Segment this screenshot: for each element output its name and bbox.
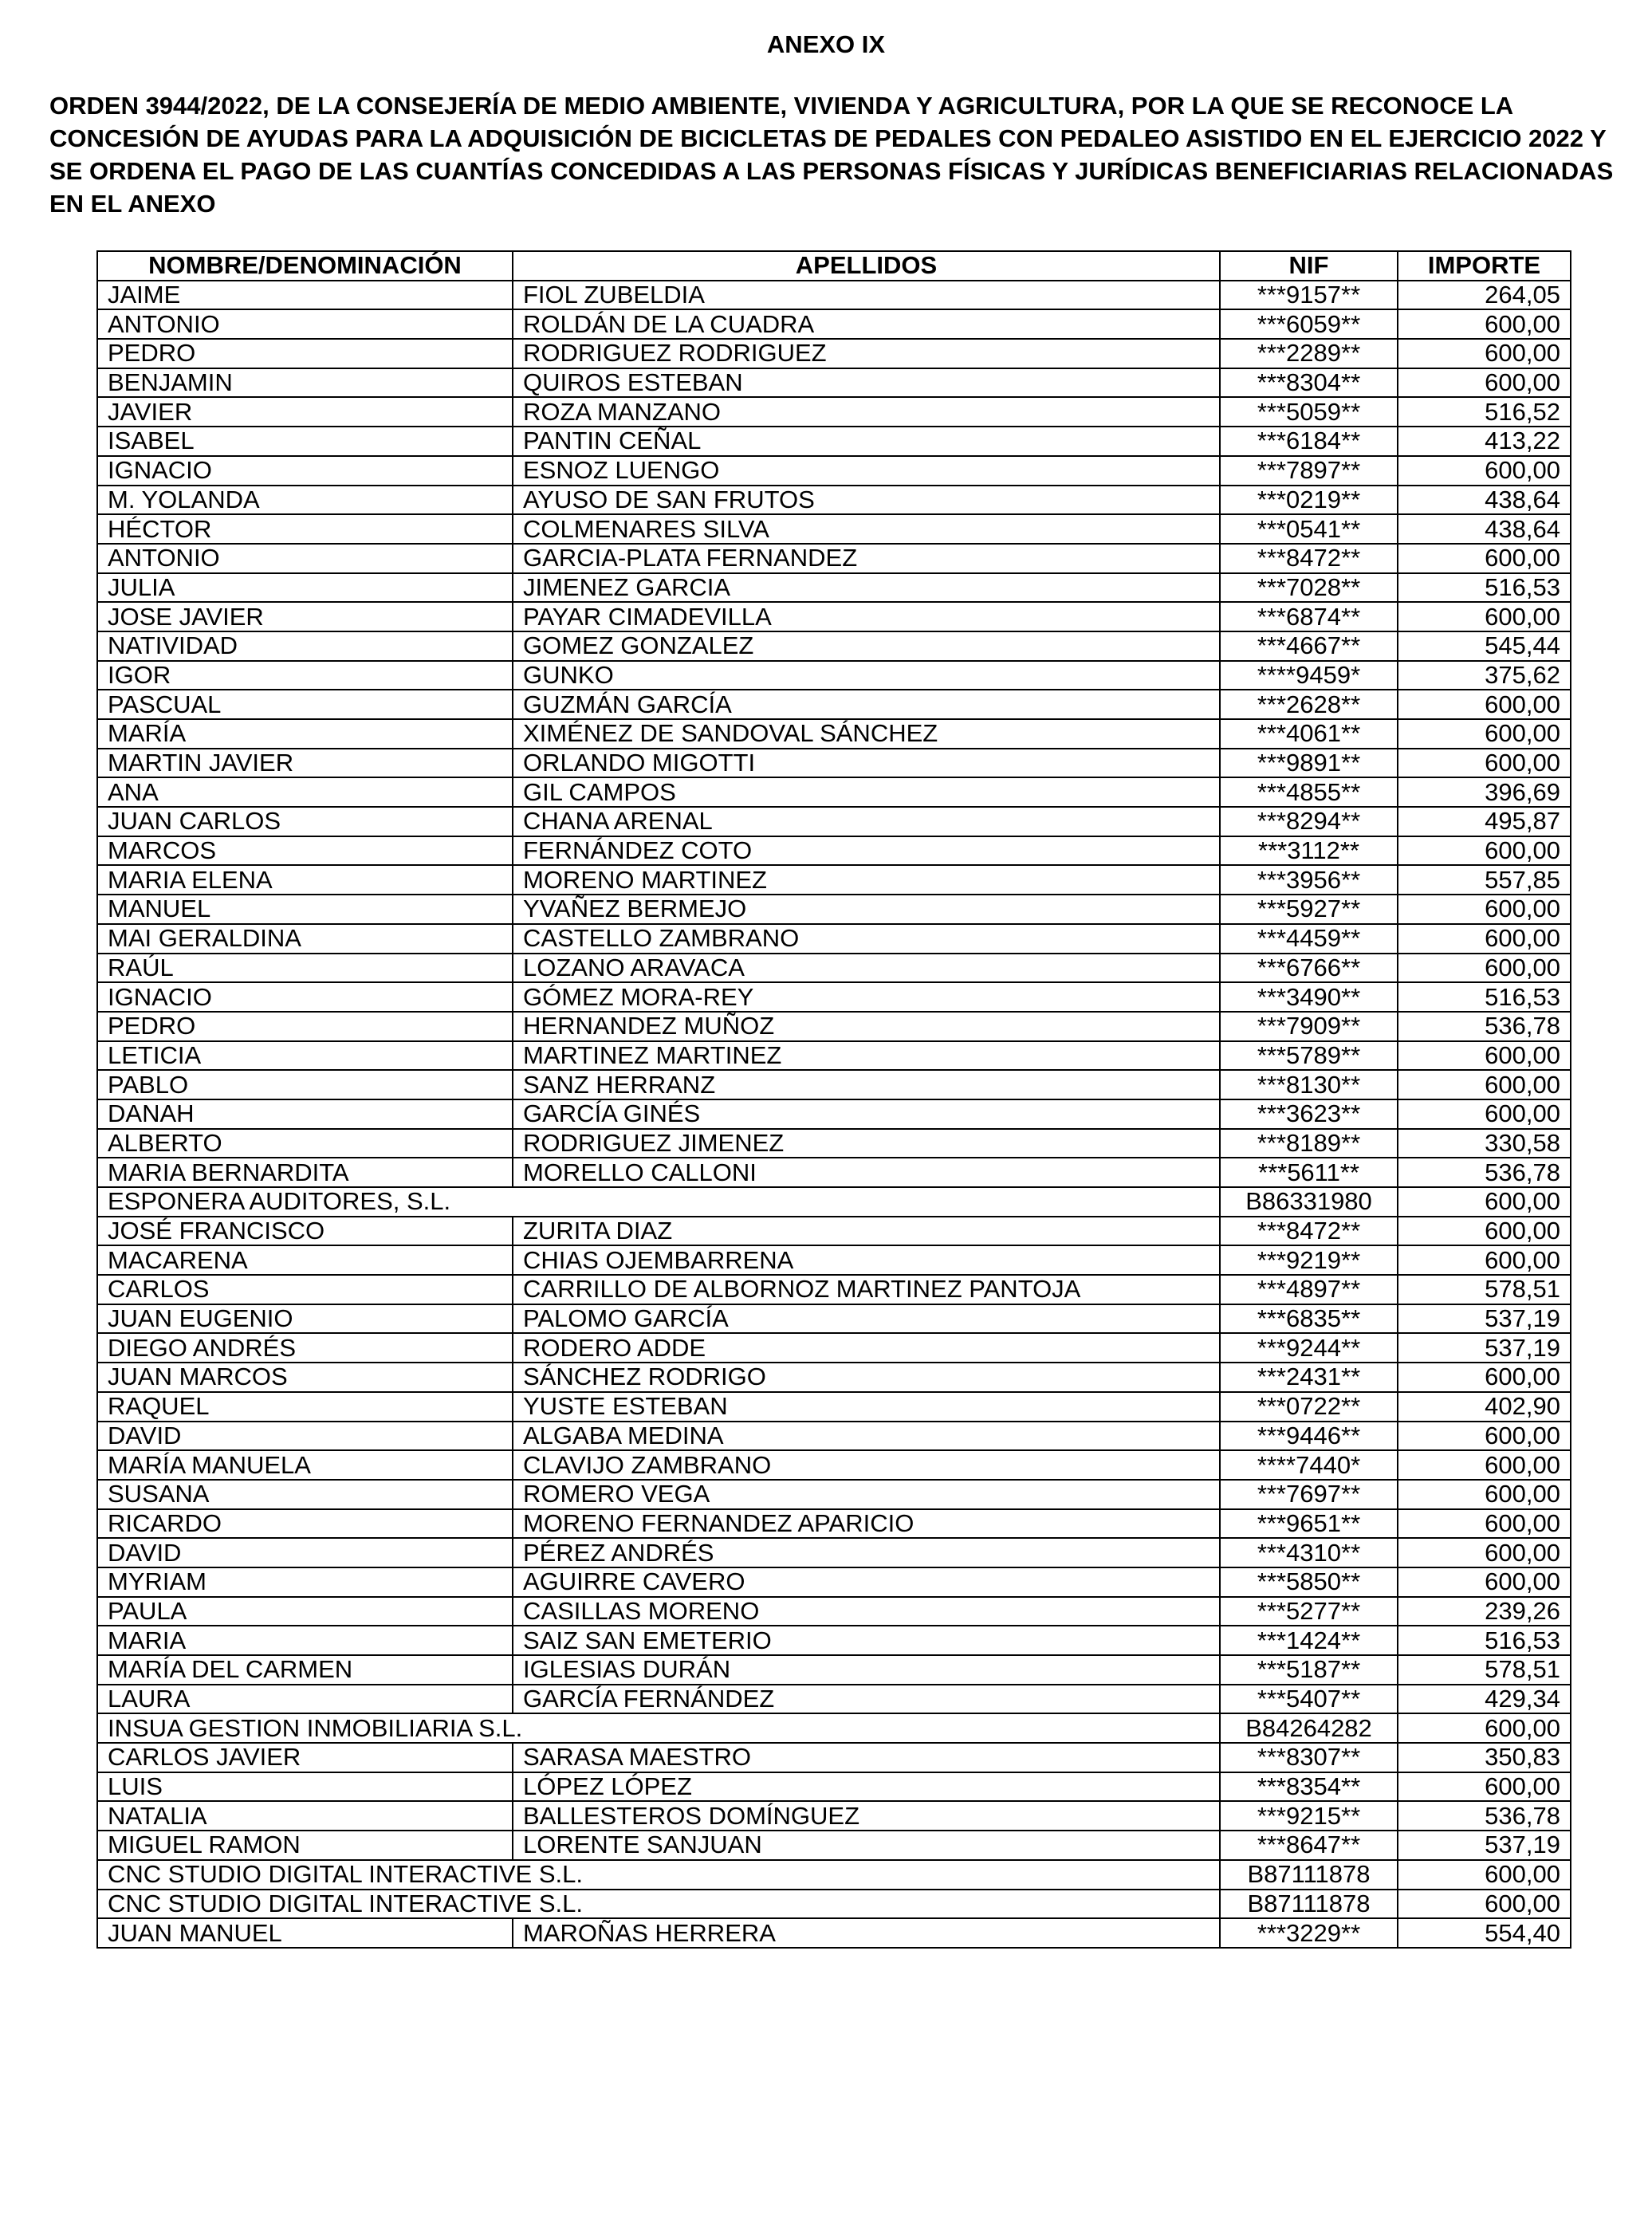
cell-nif: ***8307**: [1220, 1743, 1398, 1772]
cell-apellidos: GARCÍA GINÉS: [513, 1099, 1220, 1129]
cell-nombre: MARÍA MANUELA: [97, 1450, 513, 1480]
cell-nif: ***3229**: [1220, 1918, 1398, 1948]
cell-importe: 516,53: [1398, 573, 1571, 603]
cell-apellidos: MAROÑAS HERRERA: [513, 1918, 1220, 1948]
cell-nombre: MARÍA DEL CARMEN: [97, 1655, 513, 1685]
cell-apellidos: RODRIGUEZ RODRIGUEZ: [513, 339, 1220, 368]
cell-nif: ***5187**: [1220, 1655, 1398, 1685]
cell-nif: ***5277**: [1220, 1597, 1398, 1626]
cell-importe: 350,83: [1398, 1743, 1571, 1772]
cell-nif: ***0722**: [1220, 1392, 1398, 1422]
table-row: [97, 1275, 1571, 1304]
cell-importe: 557,85: [1398, 865, 1571, 895]
cell-nif: ***8304**: [1220, 368, 1398, 398]
cell-nif: ***7909**: [1220, 1012, 1398, 1041]
cell-nif: ***1424**: [1220, 1626, 1398, 1655]
cell-nif: ***8647**: [1220, 1831, 1398, 1860]
cell-importe: 495,87: [1398, 807, 1571, 836]
cell-nombre: ISABEL: [97, 427, 513, 456]
table-row: [97, 1333, 1571, 1363]
cell-importe: 536,78: [1398, 1158, 1571, 1187]
table-row: [97, 309, 1571, 339]
cell-nif: ***4897**: [1220, 1275, 1398, 1304]
cell-nif: ***7897**: [1220, 456, 1398, 486]
cell-nombre: BENJAMIN: [97, 368, 513, 398]
cell-nif: ***6766**: [1220, 954, 1398, 983]
cell-apellidos: GUZMÁN GARCÍA: [513, 690, 1220, 719]
cell-nif: ***3956**: [1220, 865, 1398, 895]
cell-nombre: HÉCTOR: [97, 514, 513, 544]
table-row: [97, 661, 1571, 690]
cell-apellidos: GARCÍA FERNÁNDEZ: [513, 1685, 1220, 1714]
cell-nombre: LUIS: [97, 1772, 513, 1802]
cell-apellidos: MORENO FERNANDEZ APARICIO: [513, 1509, 1220, 1539]
cell-nif: ***8354**: [1220, 1772, 1398, 1802]
cell-nombre: LETICIA: [97, 1041, 513, 1071]
table-row: [97, 777, 1571, 807]
cell-nif: ***4310**: [1220, 1538, 1398, 1567]
table-row: [97, 573, 1571, 603]
cell-nif: ***4061**: [1220, 719, 1398, 749]
cell-importe: 600,00: [1398, 1041, 1571, 1071]
cell-importe: 600,00: [1398, 1713, 1571, 1743]
table-row: [97, 397, 1571, 427]
table-row: [97, 544, 1571, 573]
cell-nif: ***6874**: [1220, 602, 1398, 631]
cell-apellidos: YUSTE ESTEBAN: [513, 1392, 1220, 1422]
cell-apellidos: ALGABA MEDINA: [513, 1422, 1220, 1451]
cell-nif: ***4667**: [1220, 631, 1398, 661]
cell-nif: ***9157**: [1220, 281, 1398, 310]
cell-nombre: JUAN EUGENIO: [97, 1304, 513, 1334]
cell-importe: 600,00: [1398, 1245, 1571, 1275]
table-row: [97, 1685, 1571, 1714]
cell-apellidos: CLAVIJO ZAMBRANO: [513, 1450, 1220, 1480]
table-row: [97, 631, 1571, 661]
table-row: [97, 1217, 1571, 1246]
cell-apellidos: SARASA MAESTRO: [513, 1743, 1220, 1772]
cell-nif: ***2628**: [1220, 690, 1398, 719]
cell-importe: 600,00: [1398, 924, 1571, 954]
cell-importe: 600,00: [1398, 544, 1571, 573]
cell-importe: 536,78: [1398, 1012, 1571, 1041]
cell-nombre: ANTONIO: [97, 544, 513, 573]
cell-nif: ***5927**: [1220, 895, 1398, 924]
header-nombre: NOMBRE/DENOMINACIÓN: [97, 251, 513, 281]
cell-nombre: MACARENA: [97, 1245, 513, 1275]
cell-nombre: MANUEL: [97, 895, 513, 924]
cell-nombre: JULIA: [97, 573, 513, 603]
table-row: [97, 514, 1571, 544]
table-row: [97, 1187, 1571, 1217]
cell-importe: 600,00: [1398, 1070, 1571, 1099]
cell-apellidos: RODRIGUEZ JIMENEZ: [513, 1129, 1220, 1158]
cell-nombre: JOSÉ FRANCISCO: [97, 1217, 513, 1246]
cell-importe: 600,00: [1398, 749, 1571, 778]
cell-nif: ***5850**: [1220, 1567, 1398, 1597]
table-row: [97, 719, 1571, 749]
table-row: [97, 1626, 1571, 1655]
cell-importe: 438,64: [1398, 514, 1571, 544]
cell-apellidos: LORENTE SANJUAN: [513, 1831, 1220, 1860]
cell-apellidos: FERNÁNDEZ COTO: [513, 836, 1220, 866]
table-row: [97, 339, 1571, 368]
cell-importe: 402,90: [1398, 1392, 1571, 1422]
cell-nombre: PABLO: [97, 1070, 513, 1099]
cell-importe: 600,00: [1398, 1538, 1571, 1567]
cell-importe: 396,69: [1398, 777, 1571, 807]
cell-nombre: RAÚL: [97, 954, 513, 983]
table-row: [97, 1129, 1571, 1158]
cell-importe: 600,00: [1398, 1363, 1571, 1392]
cell-nombre: PAULA: [97, 1597, 513, 1626]
cell-importe: 600,00: [1398, 690, 1571, 719]
cell-importe: 578,51: [1398, 1275, 1571, 1304]
cell-nombre: MIGUEL RAMON: [97, 1831, 513, 1860]
cell-nombre: SUSANA: [97, 1480, 513, 1509]
cell-nif: ***8294**: [1220, 807, 1398, 836]
cell-nombre: INSUA GESTION INMOBILIARIA S.L.: [97, 1713, 1220, 1743]
table-row: [97, 1743, 1571, 1772]
cell-importe: 600,00: [1398, 1217, 1571, 1246]
cell-nombre: DAVID: [97, 1422, 513, 1451]
cell-nif: ***0219**: [1220, 486, 1398, 515]
cell-nif: ***5789**: [1220, 1041, 1398, 1071]
table-row: [97, 1918, 1571, 1948]
cell-nombre: CARLOS: [97, 1275, 513, 1304]
cell-importe: 600,00: [1398, 1890, 1571, 1919]
cell-nombre: LAURA: [97, 1685, 513, 1714]
cell-apellidos: AYUSO DE SAN FRUTOS: [513, 486, 1220, 515]
cell-importe: 554,40: [1398, 1918, 1571, 1948]
cell-nif: B87111878: [1220, 1890, 1398, 1919]
cell-importe: 516,52: [1398, 397, 1571, 427]
cell-nombre: MARIA: [97, 1626, 513, 1655]
table-row: [97, 1655, 1571, 1685]
table-row: [97, 456, 1571, 486]
cell-nif: ***9446**: [1220, 1422, 1398, 1451]
cell-importe: 600,00: [1398, 1509, 1571, 1539]
cell-nif: ***7697**: [1220, 1480, 1398, 1509]
table-row: [97, 1070, 1571, 1099]
cell-importe: 600,00: [1398, 1187, 1571, 1217]
cell-nif: B84264282: [1220, 1713, 1398, 1743]
table-row: [97, 1480, 1571, 1509]
cell-nif: ***9651**: [1220, 1509, 1398, 1539]
cell-nombre: RICARDO: [97, 1509, 513, 1539]
table-row: [97, 982, 1571, 1012]
cell-apellidos: ESNOZ LUENGO: [513, 456, 1220, 486]
cell-nif: ***5059**: [1220, 397, 1398, 427]
cell-nombre: JOSE JAVIER: [97, 602, 513, 631]
table-row: [97, 281, 1571, 310]
cell-apellidos: HERNANDEZ MUÑOZ: [513, 1012, 1220, 1041]
annex-title: ANEXO IX: [766, 30, 886, 58]
cell-nombre: IGNACIO: [97, 456, 513, 486]
table-row: [97, 1392, 1571, 1422]
cell-importe: 600,00: [1398, 1480, 1571, 1509]
cell-importe: 537,19: [1398, 1333, 1571, 1363]
table-row: [97, 690, 1571, 719]
cell-importe: 438,64: [1398, 486, 1571, 515]
cell-apellidos: FIOL ZUBELDIA: [513, 281, 1220, 310]
cell-importe: 375,62: [1398, 661, 1571, 690]
cell-apellidos: CASILLAS MORENO: [513, 1597, 1220, 1626]
cell-nombre: MAI GERALDINA: [97, 924, 513, 954]
cell-nombre: DAVID: [97, 1538, 513, 1567]
cell-nif: ***6059**: [1220, 309, 1398, 339]
table-row: [97, 895, 1571, 924]
cell-nombre: CNC STUDIO DIGITAL INTERACTIVE S.L.: [97, 1860, 1220, 1890]
cell-nif: ***9215**: [1220, 1801, 1398, 1831]
table-row: [97, 1363, 1571, 1392]
cell-nif: B87111878: [1220, 1860, 1398, 1890]
cell-apellidos: SAIZ SAN EMETERIO: [513, 1626, 1220, 1655]
cell-nombre: ESPONERA AUDITORES, S.L.: [97, 1187, 1220, 1217]
table-row: [97, 1567, 1571, 1597]
cell-nif: ***8130**: [1220, 1070, 1398, 1099]
cell-apellidos: LÓPEZ LÓPEZ: [513, 1772, 1220, 1802]
table-row: [97, 865, 1571, 895]
header-nif: NIF: [1220, 251, 1398, 281]
cell-nif: ***2431**: [1220, 1363, 1398, 1392]
cell-importe: 600,00: [1398, 836, 1571, 866]
cell-nif: ***4459**: [1220, 924, 1398, 954]
cell-apellidos: ROMERO VEGA: [513, 1480, 1220, 1509]
table-row: [97, 368, 1571, 398]
cell-apellidos: MARTINEZ MARTINEZ: [513, 1041, 1220, 1071]
cell-nombre: MYRIAM: [97, 1567, 513, 1597]
table-row: [97, 1538, 1571, 1567]
cell-apellidos: SANZ HERRANZ: [513, 1070, 1220, 1099]
cell-importe: 537,19: [1398, 1831, 1571, 1860]
cell-importe: 578,51: [1398, 1655, 1571, 1685]
cell-importe: 600,00: [1398, 456, 1571, 486]
table-body: [97, 281, 1571, 1948]
cell-apellidos: JIMENEZ GARCIA: [513, 573, 1220, 603]
cell-apellidos: GIL CAMPOS: [513, 777, 1220, 807]
cell-nombre: ANTONIO: [97, 309, 513, 339]
cell-nombre: MARIA BERNARDITA: [97, 1158, 513, 1187]
cell-importe: 600,00: [1398, 309, 1571, 339]
cell-nif: ***7028**: [1220, 573, 1398, 603]
cell-apellidos: SÁNCHEZ RODRIGO: [513, 1363, 1220, 1392]
table-row: [97, 1509, 1571, 1539]
cell-nombre: MARIA ELENA: [97, 865, 513, 895]
table-row: [97, 807, 1571, 836]
table-row: [97, 1801, 1571, 1831]
cell-apellidos: AGUIRRE CAVERO: [513, 1567, 1220, 1597]
table-row: [97, 924, 1571, 954]
cell-nombre: PEDRO: [97, 339, 513, 368]
cell-apellidos: GUNKO: [513, 661, 1220, 690]
cell-nif: ***8472**: [1220, 1217, 1398, 1246]
cell-apellidos: ROZA MANZANO: [513, 397, 1220, 427]
table-row: [97, 427, 1571, 456]
table-row: [97, 1860, 1571, 1890]
cell-apellidos: GOMEZ GONZALEZ: [513, 631, 1220, 661]
cell-nombre: PEDRO: [97, 1012, 513, 1041]
cell-nombre: ANA: [97, 777, 513, 807]
table-row: [97, 486, 1571, 515]
cell-nombre: PASCUAL: [97, 690, 513, 719]
cell-importe: 330,58: [1398, 1129, 1571, 1158]
cell-apellidos: CARRILLO DE ALBORNOZ MARTINEZ PANTOJA: [513, 1275, 1220, 1304]
cell-apellidos: GARCIA-PLATA FERNANDEZ: [513, 544, 1220, 573]
cell-importe: 536,78: [1398, 1801, 1571, 1831]
cell-apellidos: CASTELLO ZAMBRANO: [513, 924, 1220, 954]
table-row: [97, 1450, 1571, 1480]
cell-nif: ***3112**: [1220, 836, 1398, 866]
cell-apellidos: PAYAR CIMADEVILLA: [513, 602, 1220, 631]
cell-nombre: JUAN CARLOS: [97, 807, 513, 836]
cell-importe: 600,00: [1398, 719, 1571, 749]
table-row: [97, 1597, 1571, 1626]
table-row: [97, 1831, 1571, 1860]
table-row: [97, 1304, 1571, 1334]
cell-nif: B86331980: [1220, 1187, 1398, 1217]
cell-apellidos: ROLDÁN DE LA CUADRA: [513, 309, 1220, 339]
header-row: [97, 251, 1571, 281]
cell-nombre: DANAH: [97, 1099, 513, 1129]
cell-importe: 600,00: [1398, 1099, 1571, 1129]
cell-nif: ****9459*: [1220, 661, 1398, 690]
cell-apellidos: MORENO MARTINEZ: [513, 865, 1220, 895]
cell-apellidos: PALOMO GARCÍA: [513, 1304, 1220, 1334]
cell-importe: 516,53: [1398, 1626, 1571, 1655]
cell-apellidos: PÉREZ ANDRÉS: [513, 1538, 1220, 1567]
cell-nombre: NATALIA: [97, 1801, 513, 1831]
cell-nombre: JAIME: [97, 281, 513, 310]
cell-nif: ***5611**: [1220, 1158, 1398, 1187]
cell-apellidos: LOZANO ARAVACA: [513, 954, 1220, 983]
cell-nif: ***2289**: [1220, 339, 1398, 368]
table-row: [97, 1772, 1571, 1802]
cell-apellidos: RODERO ADDE: [513, 1333, 1220, 1363]
cell-nombre: DIEGO ANDRÉS: [97, 1333, 513, 1363]
cell-nombre: JAVIER: [97, 397, 513, 427]
cell-importe: 239,26: [1398, 1597, 1571, 1626]
cell-nif: ***9891**: [1220, 749, 1398, 778]
cell-nombre: MARCOS: [97, 836, 513, 866]
cell-importe: 600,00: [1398, 602, 1571, 631]
cell-nombre: ALBERTO: [97, 1129, 513, 1158]
cell-nif: ***5407**: [1220, 1685, 1398, 1714]
table-row: [97, 1713, 1571, 1743]
table-row: [97, 1041, 1571, 1071]
cell-nif: ***6835**: [1220, 1304, 1398, 1334]
cell-apellidos: BALLESTEROS DOMÍNGUEZ: [513, 1801, 1220, 1831]
cell-nif: ***6184**: [1220, 427, 1398, 456]
cell-nombre: MARÍA: [97, 719, 513, 749]
cell-nif: ***3490**: [1220, 982, 1398, 1012]
cell-nif: ***0541**: [1220, 514, 1398, 544]
cell-apellidos: CHIAS OJEMBARRENA: [513, 1245, 1220, 1275]
cell-nif: ***8472**: [1220, 544, 1398, 573]
cell-importe: 264,05: [1398, 281, 1571, 310]
cell-apellidos: XIMÉNEZ DE SANDOVAL SÁNCHEZ: [513, 719, 1220, 749]
cell-apellidos: QUIROS ESTEBAN: [513, 368, 1220, 398]
cell-nombre: MARTIN JAVIER: [97, 749, 513, 778]
cell-importe: 600,00: [1398, 339, 1571, 368]
cell-nombre: JUAN MANUEL: [97, 1918, 513, 1948]
table-row: [97, 836, 1571, 866]
cell-apellidos: ZURITA DIAZ: [513, 1217, 1220, 1246]
cell-nif: ***8189**: [1220, 1129, 1398, 1158]
cell-nif: ***3623**: [1220, 1099, 1398, 1129]
cell-importe: 516,53: [1398, 982, 1571, 1012]
cell-importe: 600,00: [1398, 368, 1571, 398]
cell-apellidos: COLMENARES SILVA: [513, 514, 1220, 544]
header-importe: IMPORTE: [1398, 251, 1571, 281]
cell-importe: 600,00: [1398, 1772, 1571, 1802]
cell-apellidos: YVAÑEZ BERMEJO: [513, 895, 1220, 924]
cell-importe: 429,34: [1398, 1685, 1571, 1714]
cell-nif: ****7440*: [1220, 1450, 1398, 1480]
table-header: [97, 251, 1571, 281]
table-row: [97, 749, 1571, 778]
cell-importe: 600,00: [1398, 1422, 1571, 1451]
cell-nombre: CARLOS JAVIER: [97, 1743, 513, 1772]
cell-nombre: CNC STUDIO DIGITAL INTERACTIVE S.L.: [97, 1890, 1220, 1919]
order-title: ORDEN 3944/2022, DE LA CONSEJERÍA DE MEDIO AMBIENTE, VIVIENDA Y AGRICULTURA, POR LA QUE SE RECONOCE LA CONCESIÓN DE AYUDAS PARA LA ADQUISICIÓN DE BICICLETAS DE PEDALES CON PEDALEO ASISTIDO EN EL EJERCICIO 2022 Y SE ORDENA EL PAGO DE LAS CUANTÍAS CONCEDIDAS A LAS PERSONAS FÍSICAS Y JURÍDICAS BENEFICIARIAS RELACIONADAS EN EL ANEXO: [49, 92, 1614, 218]
cell-nombre: IGNACIO: [97, 982, 513, 1012]
cell-apellidos: MORELLO CALLONI: [513, 1158, 1220, 1187]
cell-importe: 600,00: [1398, 1860, 1571, 1890]
table-row: [97, 1012, 1571, 1041]
cell-nombre: IGOR: [97, 661, 513, 690]
table-row: [97, 1422, 1571, 1451]
cell-nombre: NATIVIDAD: [97, 631, 513, 661]
cell-nombre: JUAN MARCOS: [97, 1363, 513, 1392]
cell-importe: 537,19: [1398, 1304, 1571, 1334]
table-row: [97, 954, 1571, 983]
cell-apellidos: IGLESIAS DURÁN: [513, 1655, 1220, 1685]
table-row: [97, 1158, 1571, 1187]
table-row: [97, 1099, 1571, 1129]
table-row: [97, 1890, 1571, 1919]
table-row: [97, 602, 1571, 631]
cell-apellidos: CHANA ARENAL: [513, 807, 1220, 836]
table-row: [97, 1245, 1571, 1275]
cell-nombre: RAQUEL: [97, 1392, 513, 1422]
cell-importe: 600,00: [1398, 1567, 1571, 1597]
cell-nombre: M. YOLANDA: [97, 486, 513, 515]
cell-apellidos: GÓMEZ MORA-REY: [513, 982, 1220, 1012]
cell-importe: 545,44: [1398, 631, 1571, 661]
header-apellidos: APELLIDOS: [513, 251, 1220, 281]
cell-importe: 600,00: [1398, 1450, 1571, 1480]
cell-importe: 413,22: [1398, 427, 1571, 456]
cell-importe: 600,00: [1398, 954, 1571, 983]
cell-nif: ***4855**: [1220, 777, 1398, 807]
cell-apellidos: PANTIN CEÑAL: [513, 427, 1220, 456]
cell-importe: 600,00: [1398, 895, 1571, 924]
beneficiaries-table: [96, 250, 1571, 1949]
cell-nif: ***9244**: [1220, 1333, 1398, 1363]
cell-apellidos: ORLANDO MIGOTTI: [513, 749, 1220, 778]
cell-nif: ***9219**: [1220, 1245, 1398, 1275]
